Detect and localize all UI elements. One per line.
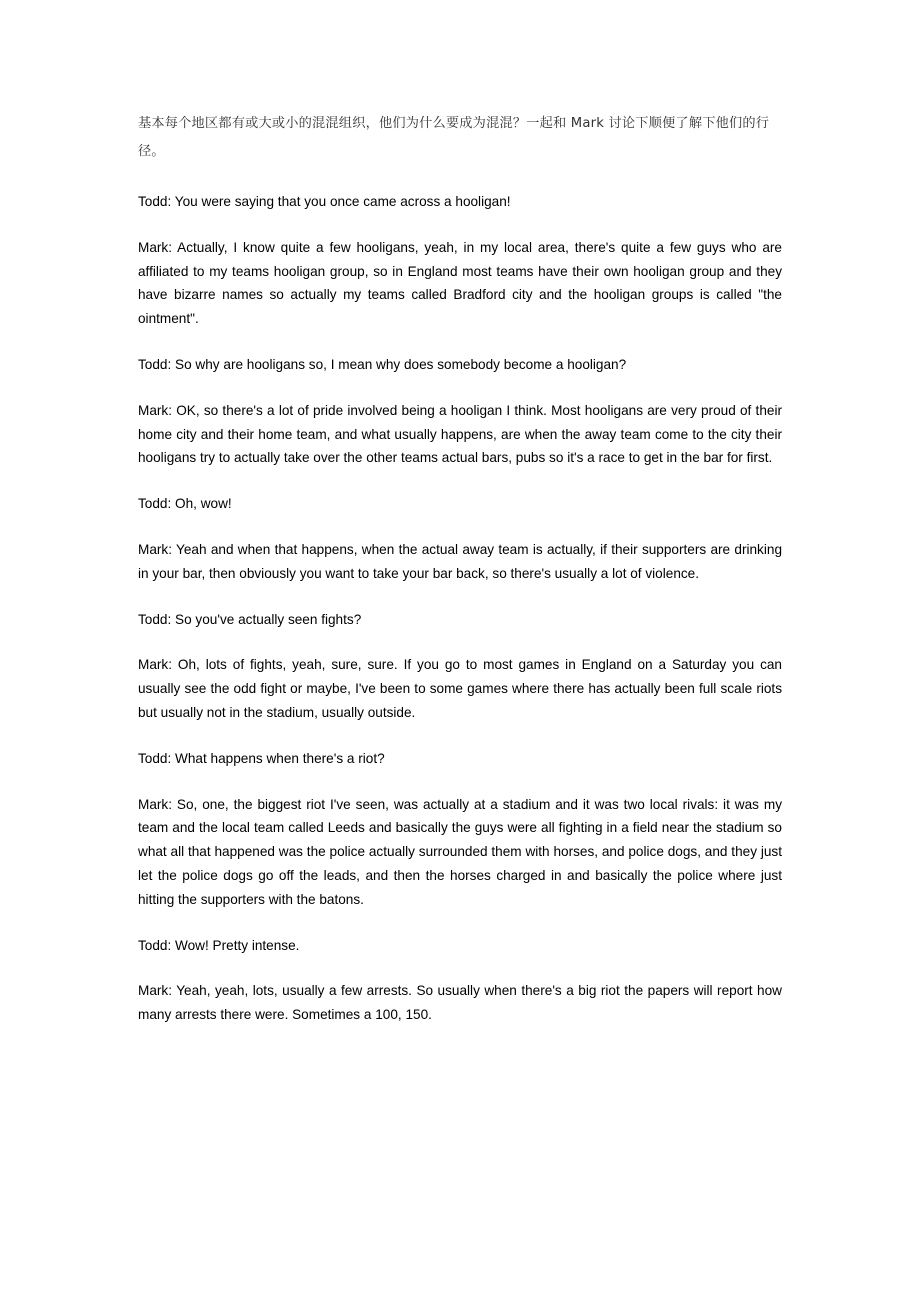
- dialogue-line: Mark: Yeah and when that happens, when the actual away team is actually, if their supporters are drinking in your bar, then obviously you want to take your bar back, so there's usually a lot of violence.: [138, 541, 782, 581]
- dialogue-line: Todd: You were saying that you once came across a hooligan!: [138, 194, 511, 209]
- dialogue-line: Todd: So you've actually seen fights?: [138, 611, 362, 627]
- dialogue-line: Todd: Wow! Pretty intense.: [138, 937, 300, 953]
- intro-paragraph: 基本每个地区都有或大或小的混混组织，他们为什么要成为混混？一起和 Mark 讨论下顺便了解下他们的行径。: [138, 116, 770, 159]
- dialogue-line: Mark: Oh, lots of fights, yeah, sure, sure. If you go to most games in England on a Saturday you can usually see the odd fight or maybe, I've been to some games where there has actually been full scale riots but usually not in the stadium, usually outside.: [138, 657, 782, 720]
- dialogue-line: Mark: Actually, I know quite a few hooligans, yeah, in my local area, there's quite a few guys who are affiliated to my teams hooligan group, so in England most teams have their own hooligan group and they have bizarre names so actually my teams called Bradford city and the hooligan groups is called "the ointment".: [138, 239, 782, 327]
- dialogue-line: Todd: What happens when there's a riot?: [138, 750, 385, 766]
- dialogue-line: Todd: So why are hooligans so, I mean why does somebody become a hooligan?: [138, 356, 627, 372]
- dialogue-line: Mark: Yeah, yeah, lots, usually a few arrests. So usually when there's a big riot the papers will report how many arrests there were. Sometimes a 100, 150.: [138, 983, 782, 1023]
- dialogue-line: Mark: So, one, the biggest riot I've seen, was actually at a stadium and it was two local rivals: it was my team and the local team called Leeds and basically the guys were all fighting in a field near the stadium so what all that happened was the police actually surrounded them with horses, and police dogs, and they just let the police dogs go off the leads, and then the horses charged in and basically the police where just hitting the supporters with the batons.: [138, 796, 782, 907]
- dialogue-line: Todd: Oh, wow!: [138, 496, 232, 512]
- document-body: [138, 110, 782, 1027]
- dialogue-line: Mark: OK, so there's a lot of pride involved being a hooligan I think. Most hooligans are very proud of their home city and their home team, and what usually happens, are when the away team come to the city their hooligans try to actually take over the other teams actual bars, pubs so it's a race to get in the bar for first.: [138, 402, 782, 466]
